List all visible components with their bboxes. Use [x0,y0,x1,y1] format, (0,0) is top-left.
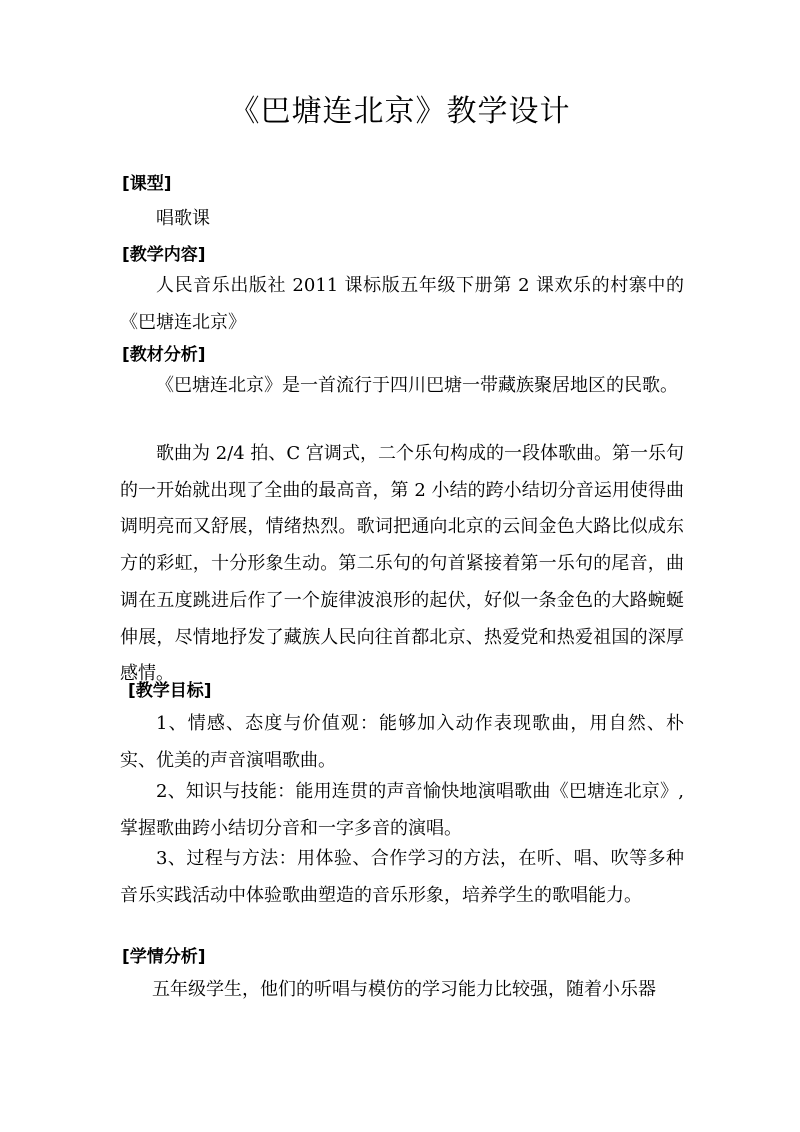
heading-teaching-goals: [教学目标] [128,681,212,701]
analysis-paragraph-2: 歌曲为 2/4 拍、C 宫调式，二个乐句构成的一段体歌曲。第一乐句的一开始就出现了全曲的最高音，第 2 小结的跨小结切分音运用使得曲调明亮而又舒展，情绪热烈。歌词把通向北京的云间金色大路比似成东方的彩虹，十分形象生动。第二乐句的句首紧接着第一乐句的尾音，曲调在五度跳进后作了一个旋律波浪形的起伏，好似一条金色的大路蜿蜒伸展，尽情地抒发了藏族人民向往首都北京、热爱党和热爱祖国的深厚感情。 [120,443,684,685]
analysis-paragraph-1: 《巴塘连北京》是一首流行于四川巴塘一带藏族聚居地区的民歌。 [156,375,678,396]
teaching-content-text: 人民音乐出版社 2011 课标版五年级下册第 2 课欢乐的村寨中的《巴塘连北京》 [120,275,684,333]
document-title: 《巴塘连北京》教学设计 [229,94,571,129]
goal-item-1: 1、情感、态度与价值观：能够加入动作表现歌曲，用自然、朴实、优美的声音演唱歌曲。 [120,713,684,771]
lesson-type-text: 唱歌课 [156,208,210,229]
goal-item-3: 3、过程与方法：用体验、合作学习的方法，在听、唱、吹等多种音乐实践活动中体验歌曲塑造的音乐形象，培养学生的歌唱能力。 [120,848,684,906]
heading-lesson-type: [课型] [122,174,172,194]
student-analysis-text: 五年级学生，他们的听唱与模仿的学习能力比较强，随着小乐器 [152,979,656,1000]
heading-teaching-content: [教学内容] [122,245,206,265]
heading-material-analysis: [教材分析] [122,345,206,365]
goal-item-2: 2、知识与技能：能用连贯的声音愉快地演唱歌曲《巴塘连北京》,掌握歌曲跨小结切分音和一字多音的演唱。 [120,781,684,839]
heading-student-analysis: [学情分析] [122,947,206,967]
